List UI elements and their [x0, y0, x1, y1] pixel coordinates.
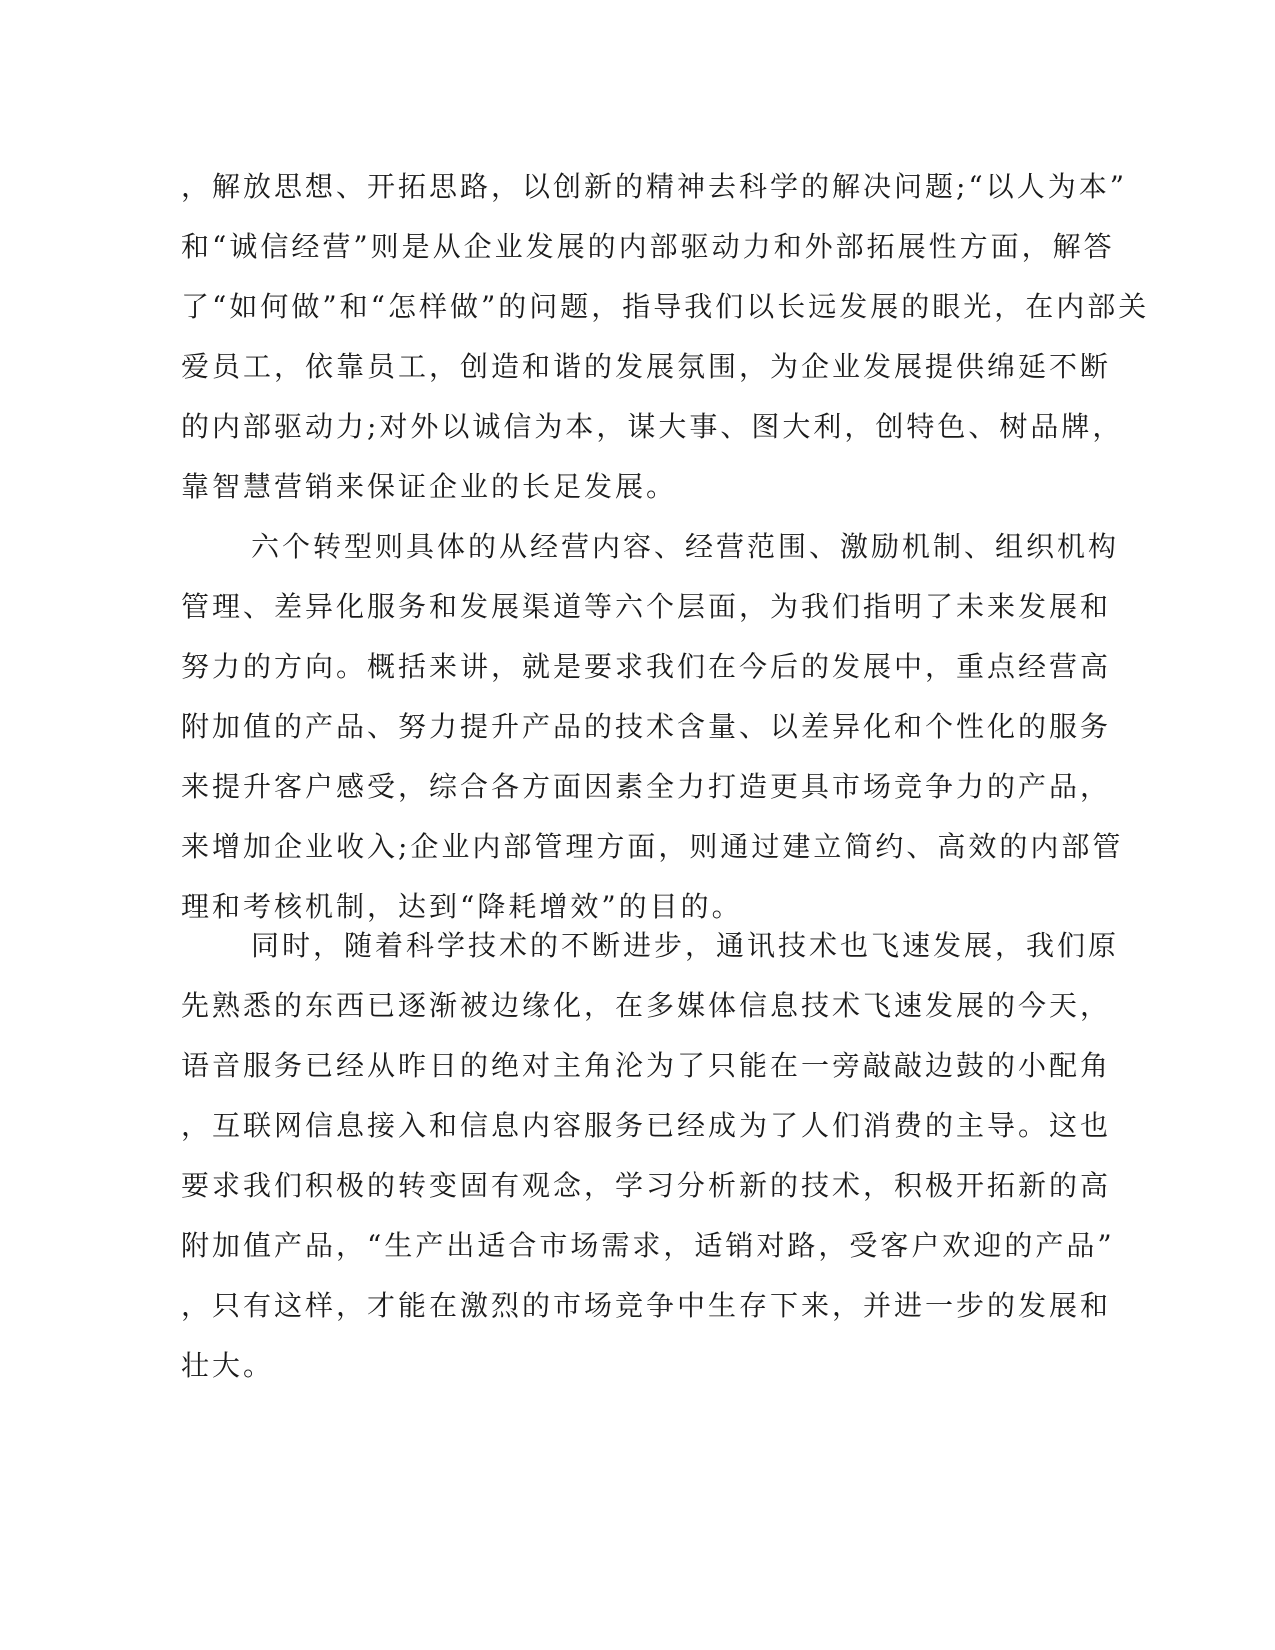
paragraph-line: 的内部驱动力;对外以诚信为本，谋大事、图大利，创特色、树品牌， — [181, 410, 1124, 443]
paragraph-line: 要求我们积极的转变固有观念，学习分析新的技术，积极开拓新的高 — [181, 1169, 1112, 1202]
paragraph-line: 来提升客户感受，综合各方面因素全力打造更具市场竞争力的产品， — [181, 770, 1112, 803]
paragraph-line: 附加值的产品、努力提升产品的技术含量、以差异化和个性化的服务 — [181, 710, 1112, 743]
paragraph-line: ，只有这样，才能在激烈的市场竞争中生存下来，并进一步的发展和 — [181, 1289, 1112, 1322]
paragraph-line: 同时，随着科学技术的不断进步，通讯技术也飞速发展，我们原 — [251, 929, 1120, 962]
paragraph-2 — [181, 517, 1124, 937]
paragraph-line: 和“诚信经营”则是从企业发展的内部驱动力和外部拓展性方面，解答 — [181, 230, 1115, 263]
paragraph-line: 六个转型则具体的从经营内容、经营范围、激励机制、组织机构 — [251, 530, 1120, 563]
paragraph-line: 语音服务已经从昨日的绝对主角沦为了只能在一旁敲敲边鼓的小配角 — [181, 1049, 1112, 1082]
paragraph-line: 来增加企业收入;企业内部管理方面，则通过建立简约、高效的内部管 — [181, 830, 1124, 863]
paragraph-line: 努力的方向。概括来讲，就是要求我们在今后的发展中，重点经营高 — [181, 650, 1112, 683]
paragraph-line: 壮大。 — [181, 1349, 275, 1382]
paragraph-line: 先熟悉的东西已逐渐被边缘化，在多媒体信息技术飞速发展的今天， — [181, 989, 1112, 1022]
paragraph-line: ，解放思想、开拓思路，以创新的精神去科学的解决问题;“以人为本” — [181, 170, 1128, 203]
paragraph-line: 管理、差异化服务和发展渠道等六个层面，为我们指明了未来发展和 — [181, 590, 1112, 623]
paragraph-line: 靠智慧营销来保证企业的长足发展。 — [181, 470, 678, 503]
paragraph-line: 了“如何做”和“怎样做”的问题，指导我们以长远发展的眼光，在内部关 — [181, 290, 1150, 323]
paragraph-line: 理和考核机制，达到“降耗增效”的目的。 — [181, 890, 743, 923]
paragraph-1 — [181, 157, 1150, 517]
paragraph-3 — [181, 916, 1120, 1396]
paragraph-line: 附加值产品，“生产出适合市场需求，适销对路，受客户欢迎的产品” — [181, 1229, 1115, 1262]
paragraph-line: 爱员工，依靠员工，创造和谐的发展氛围，为企业发展提供绵延不断 — [181, 350, 1112, 383]
paragraph-line: ，互联网信息接入和信息内容服务已经成为了人们消费的主导。这也 — [181, 1109, 1112, 1142]
